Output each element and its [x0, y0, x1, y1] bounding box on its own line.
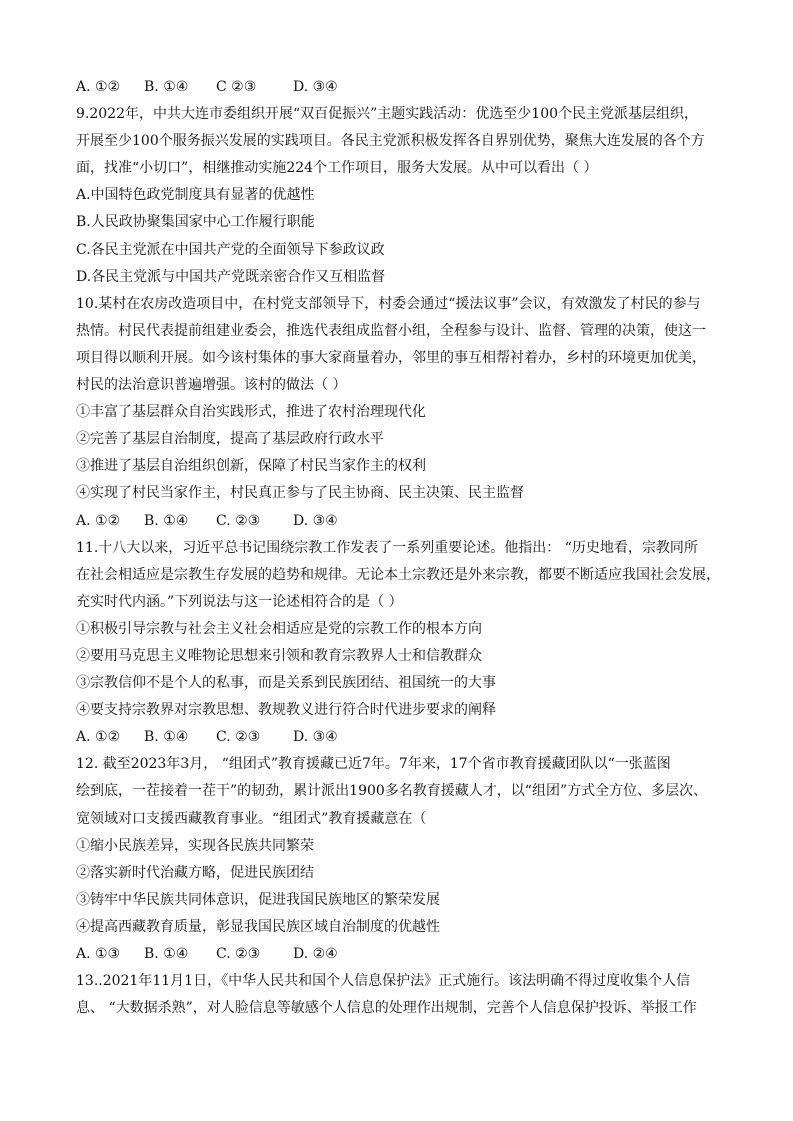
- q9-stem-line: 9.2022年，中共大连市委组织开展“双百促振兴”主题实践活动：优选至少100个民主党派基层组织，: [76, 106, 699, 123]
- q9-choice-a: A.中国特色政党制度具有显著的优越性: [76, 187, 315, 204]
- q11-stem-line: 充实时代内涵。”下列说法与这一论述相符合的是（ ）: [76, 593, 403, 610]
- q12-statement-1: ①缩小民族差异，实现各民族共同繁荣: [76, 837, 314, 854]
- q12-stem-line: 宽领域对口支援西藏教育事业。“组团式”教育援藏意在（: [76, 810, 427, 827]
- q10-stem-line: 村民的法治意识普遍增强。该村的做法（ ）: [76, 377, 347, 394]
- q11-statement-3: ③宗教信仰不是个人的私事，而是关系到民族团结、祖国统一的大事: [76, 675, 496, 692]
- q10-stem-line: 项目得以顺利开展。如今该村集体的事大家商量着办，邻里的事互相帮衬着办，乡村的环境更加优美，: [76, 349, 706, 366]
- q10-option-c: C. ②③: [216, 512, 261, 529]
- q8-option-b: B. ①④: [144, 79, 189, 95]
- question-10: [76, 291, 724, 535]
- question-12: [76, 751, 724, 968]
- q10-statement-1: ①丰富了基层群众自治实践形式，推进了农村治理现代化: [76, 404, 426, 421]
- q10-stem-line: 10.某村在农房改造项目中，在村党支部领导下，村委会通过“援法议事”会议，有效激发了村民的参与: [76, 295, 701, 312]
- q12-statement-4: ④提高西藏教育质量，彰显我国民族区域自治制度的优越性: [76, 918, 440, 935]
- q9-choice-c: C.各民主党派在中国共产党的全面领导下参政议政: [76, 241, 385, 258]
- q12-option-d: D. ②④: [293, 946, 338, 962]
- q10-options-row: [76, 508, 724, 535]
- q12-option-b: B. ①④: [144, 946, 189, 962]
- page-content: [76, 74, 724, 1022]
- q8-options-row: [76, 74, 724, 101]
- q12-statement-3: ③铸牢中华民族共同体意识，促进我国民族地区的繁荣发展: [76, 891, 440, 908]
- q12-option-a: A. ①③: [76, 946, 121, 962]
- q11-statement-4: ④要支持宗教界对宗教思想、教规教义进行符合时代进步要求的阐释: [76, 702, 496, 719]
- q10-statement-4: ④实现了村民当家作主，村民真正参与了民主协商、民主决策、民主监督: [76, 485, 524, 502]
- question-9: [76, 101, 724, 291]
- question-13: [76, 968, 724, 1022]
- q10-statement-3: ③推进了基层自治组织创新，保障了村民当家作主的权利: [76, 458, 426, 475]
- q12-statement-2: ②落实新时代治藏方略，促进民族团结: [76, 864, 314, 881]
- q9-choice-b: B.人民政协聚集国家中心工作履行职能: [76, 214, 315, 231]
- q12-option-c: C. ②③: [216, 946, 261, 962]
- q9-stem-line: 面，找准“小切口”，相继推动实施224个工作项目，服务大发展。从中可以看出（ ）: [76, 160, 598, 177]
- q8-option-d: D. ③④: [293, 79, 338, 95]
- q13-stem-line: 13..2021年11月1日，《中华人民共和国个人信息保护法》正式施行。该法明确不得过度收集个人信: [76, 973, 691, 990]
- q8-option-a: A. ①②: [76, 79, 121, 95]
- q10-stem-line: 热情。村民代表提前组建业委会，推选代表组成监督小组，全程参与设计、监督、管理的决策，使这一: [76, 322, 706, 339]
- q11-option-d: D. ③④: [293, 729, 338, 746]
- q10-option-d: D. ③④: [293, 512, 338, 529]
- q11-option-b: B. ①④: [144, 729, 189, 746]
- q9-choice-d: D.各民主党派与中国共产党既亲密合作又互相监督: [76, 268, 386, 285]
- q10-option-b: B. ①④: [144, 512, 189, 529]
- q10-statement-2: ②完善了基层自治制度，提高了基层政府行政水平: [76, 431, 384, 448]
- q11-stem-line: 在社会相适应是宗教生存发展的趋势和规律。无论本土宗教还是外来宗教，都要不断适应我国社会发展，: [76, 566, 720, 583]
- q12-stem-line: 12. 截至2023年3月， “组团式”教育援藏已近7年。7年来，17个省市教育援藏团队以“一张蓝图: [76, 756, 671, 773]
- q10-option-a: A. ①②: [76, 512, 121, 529]
- q8-option-c: C ②③: [216, 79, 257, 95]
- q11-option-a: A. ①②: [76, 729, 121, 746]
- q9-stem-line: 开展至少100个服务振兴发展的实践项目。各民主党派积极发挥各自界别优势，聚焦大连发展的各个方: [76, 133, 705, 150]
- q11-statement-2: ②要用马克思主义唯物论思想来引领和教育宗教界人士和信教群众: [76, 647, 482, 664]
- question-11: [76, 535, 724, 752]
- q13-stem-line: 息、 “大数据杀熟”，对人脸信息等敏感个人信息的处理作出规制，完善个人信息保护投诉、举报工作: [76, 1000, 697, 1017]
- q12-options-row: [76, 941, 724, 968]
- q11-option-c: C. ②③: [216, 729, 261, 746]
- q11-stem-line: 11.十八大以来，习近平总书记围绕宗教工作发表了一系列重要论述。他指出： “历史地看，宗教同所: [76, 539, 698, 556]
- q11-statement-1: ①积极引导宗教与社会主义社会相适应是党的宗教工作的根本方向: [76, 620, 482, 637]
- q12-stem-line: 绘到底，一茬接着一茬干”的韧劲，累计派出1900多名教育援藏人才，以“组团”方式全方位、多层次、: [76, 783, 708, 800]
- q11-options-row: [76, 724, 724, 751]
